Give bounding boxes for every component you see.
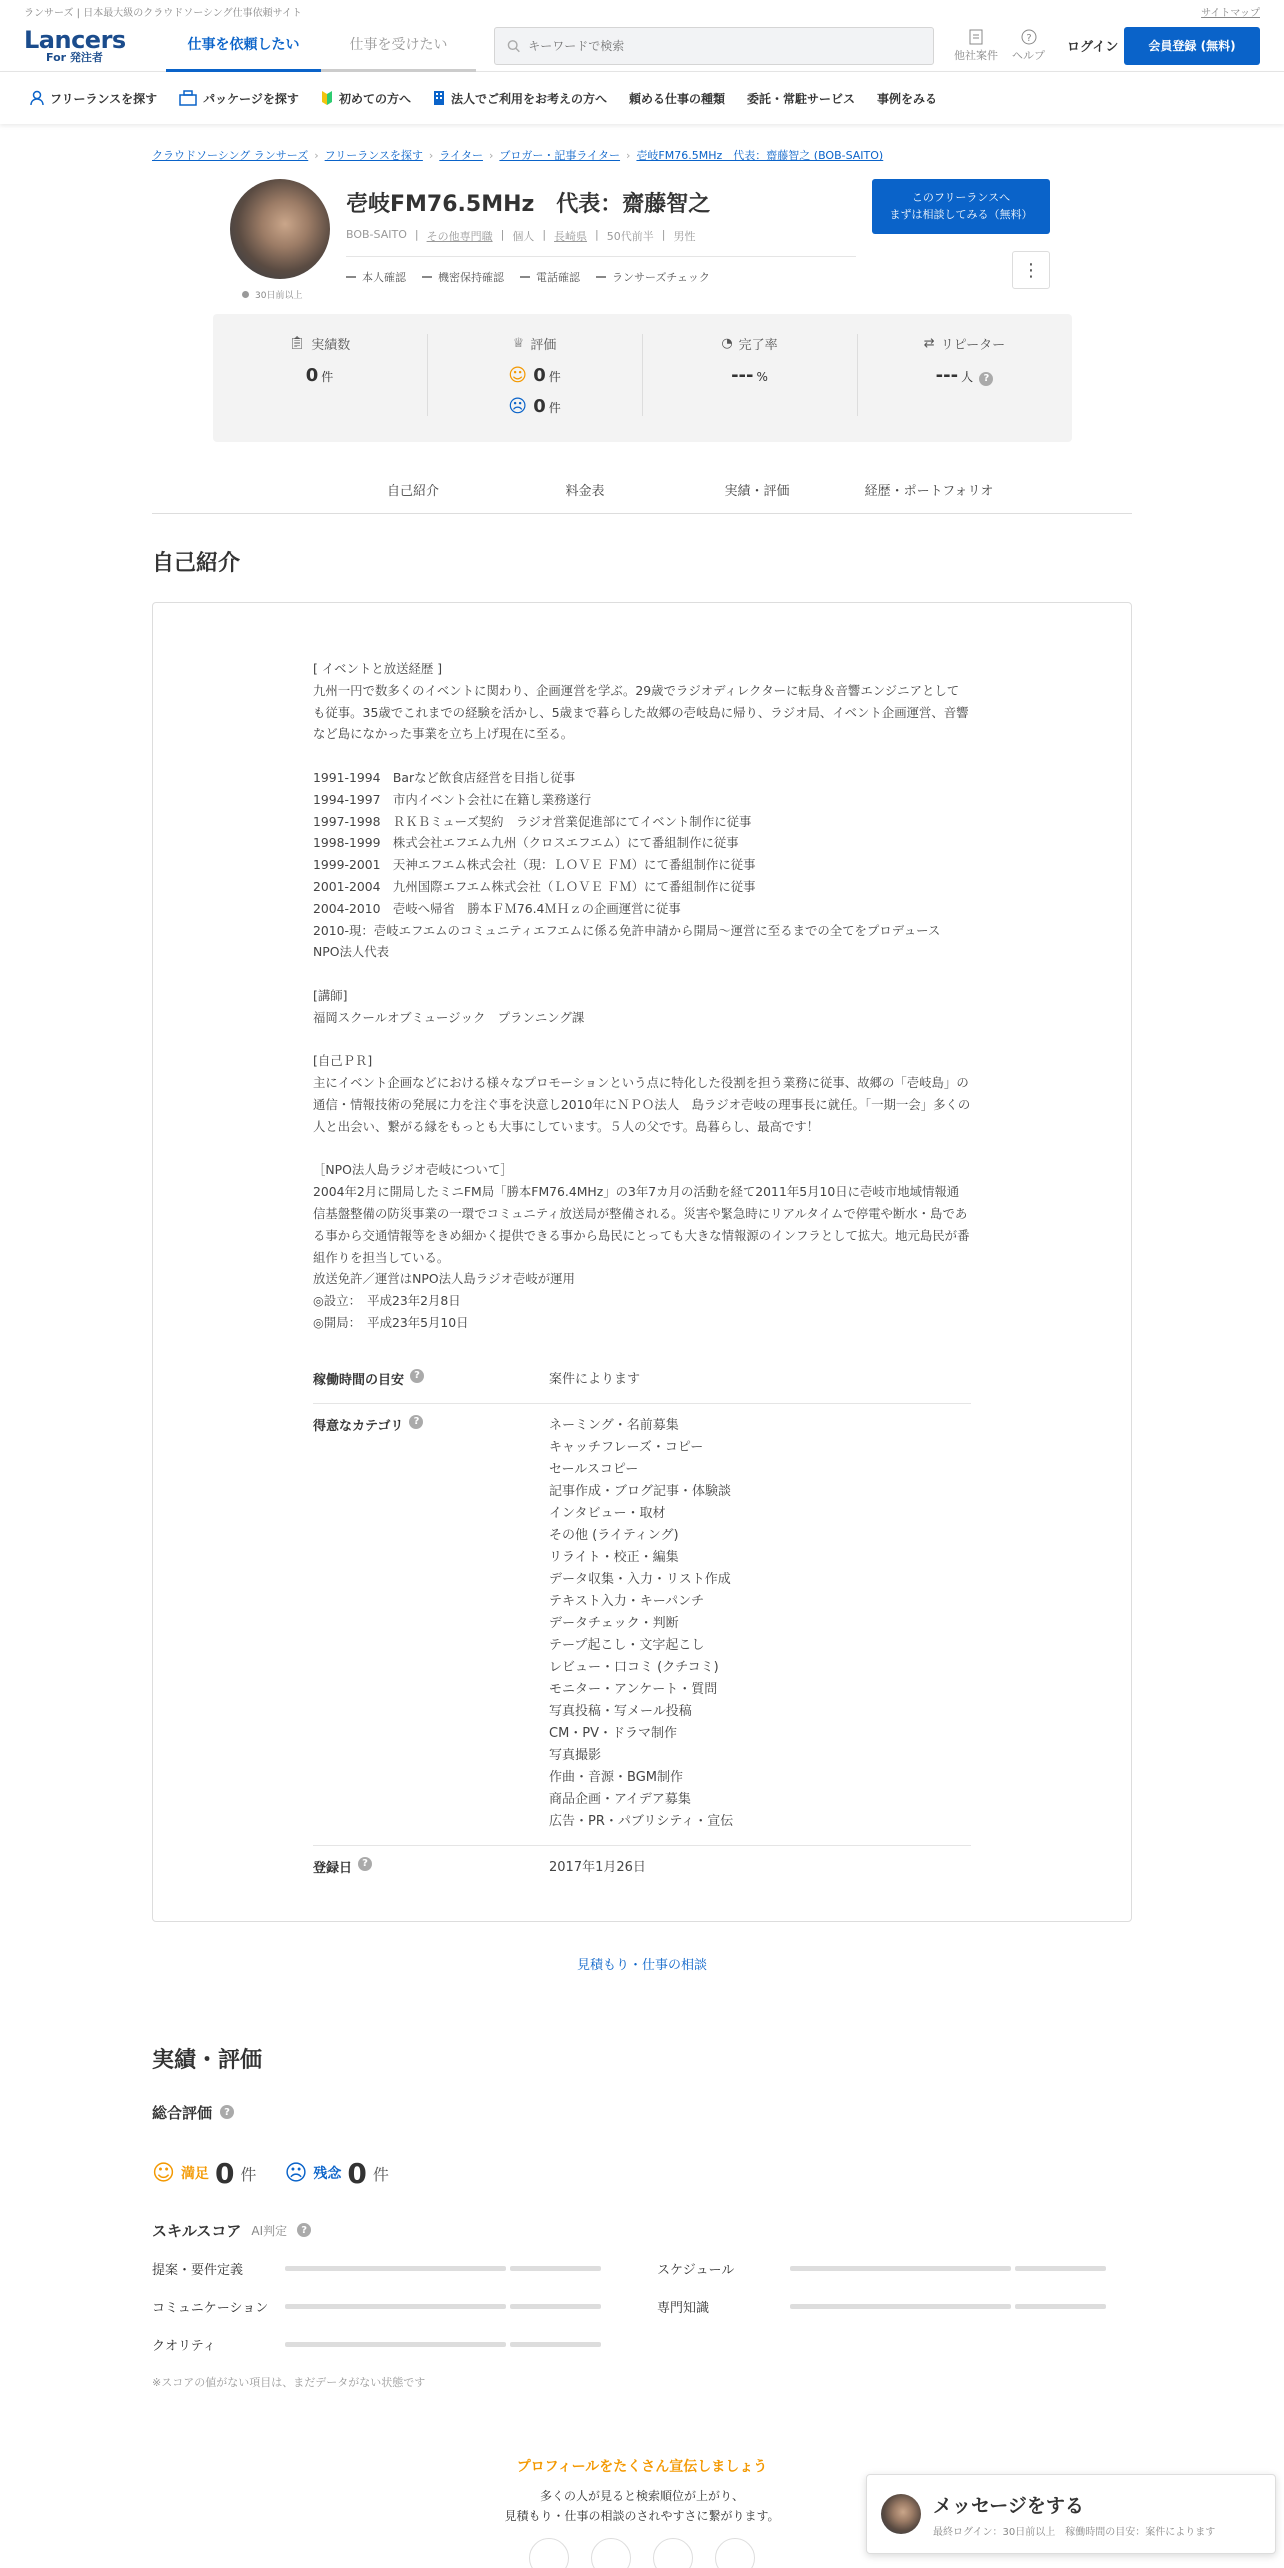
category-row: 得意なカテゴリ ? ネーミング・名前募集 キャッチフレーズ・コピー セールスコピー 記事作成・ブログ記事・体験談 インタビュー・取材 その他 (ライティング) リライト・校正・編集 データ収集・入力・リスト作成 テキスト入力・キーパンチ データチェック・判断 テープ起こし・文字起こし レビュー・口コミ (クチコミ) モニター・アンケート・質問 写真投稿・写メール投稿 CM・PV・ドラマ制作 写真撮影 作曲・音源・BGM制作 商品企画・アイデア募集 広告・PR・パブリシティ・宣伝 [313, 1404, 971, 1846]
score-bar [790, 2304, 1106, 2309]
category-item: キャッチフレーズ・コピー [549, 1439, 704, 1455]
sitemap-link[interactable]: サイトマップ [1201, 8, 1260, 19]
profile-name: 壱岐FM76.5MHz 代表：齋藤智之 [346, 192, 711, 217]
score-bar [285, 2304, 601, 2309]
share-button[interactable] [591, 2538, 631, 2568]
score-bar [285, 2342, 601, 2347]
share-button[interactable] [715, 2538, 755, 2568]
breadcrumb-item[interactable]: ライター [439, 149, 483, 162]
share-button[interactable] [653, 2538, 693, 2568]
score-quality: クオリティ [152, 2335, 657, 2354]
score-note: ※スコアの値がない項目は、まだデータがない状態です [152, 2375, 426, 2389]
help-icon[interactable]: ? [358, 1857, 372, 1871]
logo[interactable]: Lancers For 発注者 [24, 26, 126, 64]
estimate-link[interactable]: 見積もり・仕事の相談 [576, 1957, 707, 1973]
help-icon [1021, 29, 1037, 45]
stat-repeat: ⇄ リピーター --- 人 ? [923, 336, 1006, 386]
repeat-icon: ⇄ [923, 336, 935, 351]
tab-price[interactable]: 料金表 [565, 484, 605, 499]
message-status: 最終ログイン：30日前以上 稼働時間の目安：案件によります [933, 2526, 1216, 2538]
intro-text: [ イベントと放送経歴 ] 九州一円で数多くのイベントに関わり、企画運営を学ぶ。29歳でラジオディレクターに転身＆音響エンジニアとしても従事。35歳でこれまでの経験を活かし、5歳まで暮らした故郷の壱岐島に帰り、ラジオ局、イベント企画運営、音響など島になかった事業を立ち上げ現在に至る。 1991-1994 Barなど飲食店経営を目指し従事 1994-1997 市内イベント会社に在籍し業務遂行 1997-1998 ＲＫＢミューズ契約 ラジオ営業促進部にてイベント制作に従事 1998-1999 株式会社エフエム九州（クロスエフエム）にて番組制作に従事 1999-2001 天神エフエム株式会社（現：ＬＯＶＥ ＦＭ）にて番組制作に従事 2001-2004 九州国際エフエム株式会社（ＬＯＶＥ ＦＭ）にて番組制作に従事 2004-2010 壱岐へ帰省 勝本ＦＭ76.4ＭＨｚの企画運営に従事 2010-現：壱岐エフエムのコミュニティエフエムに係る免許申請から開局～運営に至るまでの全てをプロデュース NPO法人代表 [講師] 福岡スクールオブミュージック プランニング課 [自己ＰＲ] 主にイベント企画などにおける様々なプロモーションという点に特化した役割を担う業務に従事、故郷の「壱岐島」の通信・情報技術の発展に力を注ぐ事を決意し2010年にＮＰＯ法人 島ラジオ壱岐の理事長に就任。「一期一会」多くの人と出会い、繋がる縁をもっとも大事にしています。５人の父です。島暮らし、最高です！ ［NPO法人島ラジオ壱岐について］ 2004年2月に開局したミニFM局「勝本FM76.4MHz」の3年7カ月の活動を経て2011年5月10日に壱岐市地域情報通信基盤整備の防災事業の一環でコミュニティ放送局が整備される。災害や緊急時にリアルタイムで停電や断水・島である事から交通情報等をきめ細かく提供できる事から島民にとっても大きな情報源のインフラとして拡大。地元島民が番組作りを担当している。 放送免許／運営はNPO法人島ラジオ壱岐が運用 ◎設立： 平成23年2月8日 ◎開局： 平成23年5月10日 [313, 661, 971, 1330]
score-bar [285, 2266, 601, 2271]
breadcrumb-item[interactable]: クラウドソーシング ランサーズ [152, 149, 309, 162]
score-proposal: 提案・要件定義 [152, 2259, 657, 2278]
category-item: 写真撮影 [549, 1747, 602, 1763]
intro-box [152, 602, 1132, 1922]
share-button[interactable] [529, 2538, 569, 2568]
nav-find-freelancer[interactable]: フリーランスを探す [30, 90, 157, 107]
nav-corporate[interactable]: 法人でご利用をお考えの方へ [433, 90, 607, 107]
check-phone: 電話確認 [520, 269, 580, 285]
nav-cases[interactable]: 事例をみる [877, 91, 938, 106]
category-item: その他 (ライティング) [549, 1527, 679, 1543]
help-icon[interactable]: ? [410, 1369, 424, 1383]
intro-title: 自己紹介 [152, 551, 241, 576]
login-link[interactable]: ログイン [1067, 40, 1119, 55]
stat-completion: ◔ 完了率 --- % [643, 334, 858, 416]
category-item: モニター・アンケート・質問 [549, 1681, 718, 1697]
search-input[interactable] [528, 39, 921, 53]
nav-job-types[interactable]: 頼める仕事の種類 [628, 91, 725, 106]
evaluation-title: 実績・評価 [152, 2047, 263, 2073]
check-lancers: ランサーズチェック [596, 269, 710, 285]
beginner-icon [321, 90, 333, 106]
profile-tabs [152, 472, 1132, 514]
register-button[interactable]: 会員登録 (無料) [1124, 27, 1260, 65]
category-item: リライト・校正・編集 [549, 1549, 679, 1565]
last-login: 30日前以上 [242, 288, 302, 301]
tab-portfolio[interactable]: 経歴・ポートフォリオ [864, 484, 994, 499]
profile-meta: BOB-SAITO | その他専門職 | 個人 | 長崎県 | 50代前半 | 男性 [346, 228, 856, 257]
sad-icon: ☹ [284, 2160, 308, 2186]
top-strip [0, 0, 1284, 20]
avatar [230, 179, 330, 279]
help-icon[interactable]: ? [979, 372, 993, 386]
score-bar [790, 2266, 1106, 2271]
category-item: 写真投稿・写メール投稿 [549, 1703, 692, 1719]
category-item: レビュー・口コミ (クチコミ) [549, 1659, 719, 1675]
help-link[interactable]: ? ヘルプ [1012, 29, 1045, 63]
category-item: 広告・PR・パブリシティ・宣伝 [549, 1813, 734, 1829]
breadcrumb: クラウドソーシング ランサーズ › フリーランスを探す › ライター › ブロガー・記事ライター › 壱岐FM76.5MHz 代表：齋藤智之 (BOB-SAITO) [152, 148, 884, 162]
promo-heading: プロフィールをたくさん宣伝しましょう [516, 2458, 768, 2475]
tab-intro[interactable]: 自己紹介 [386, 484, 439, 499]
tab-evaluation[interactable]: 実績・評価 [724, 484, 790, 499]
category-item: データチェック・判断 [549, 1615, 679, 1631]
nav-outsourcing[interactable]: 委託・常駐サービス [746, 91, 855, 106]
header [0, 20, 1284, 72]
message-title: メッセージをする [933, 2494, 1084, 2517]
category-item: 商品企画・アイデア募集 [549, 1791, 691, 1807]
category-item: 記事作成・ブログ記事・体験談 [549, 1483, 732, 1499]
smile-icon: ☺ [508, 365, 527, 386]
document-icon [969, 29, 983, 45]
check-nda: 機密保持確認 [422, 269, 504, 285]
overall-rating-title: 総合評価 ? [152, 2102, 1132, 2123]
promo-section: プロフィールをたくさん宣伝しましょう 多くの人が見ると検索順位が上がり、 見積もり・仕事の相談のされやすさに繋がります。 [152, 2456, 1132, 2568]
kebab-icon: ⋮ [1022, 259, 1040, 281]
nav-beginners[interactable]: 初めての方へ [321, 90, 411, 107]
help-icon[interactable]: ? [220, 2105, 234, 2119]
category-link[interactable]: その他専門職 [426, 230, 493, 243]
tab-request-work[interactable]: 仕事を依頼したい [166, 20, 321, 72]
status-dot-icon [242, 291, 249, 298]
stats-panel [213, 314, 1072, 442]
category-item: テープ起こし・文字起こし [549, 1637, 705, 1653]
consult-button[interactable]: このフリーランスへ まずは相談してみる（無料） [872, 179, 1050, 234]
satisfied-count: ☺ 満足 0 件 [152, 2156, 257, 2190]
breadcrumb-item[interactable]: フリーランスを探す [324, 149, 423, 162]
tab-receive-work[interactable]: 仕事を受けたい [321, 20, 476, 72]
help-icon[interactable]: ? [297, 2223, 311, 2237]
building-icon [433, 90, 445, 106]
category-list [549, 1415, 733, 1833]
profile-header [152, 179, 1132, 314]
score-expertise: 専門知識 [657, 2297, 1132, 2316]
other-jobs-link[interactable]: 他社案件 [954, 29, 998, 63]
help-icon[interactable]: ? [409, 1415, 423, 1429]
category-item: CM・PV・ドラマ制作 [549, 1725, 678, 1741]
breadcrumb-item[interactable]: 壱岐FM76.5MHz 代表：齋藤智之 (BOB-SAITO) [636, 149, 884, 162]
breadcrumb-item[interactable]: ブロガー・記事ライター [499, 149, 621, 162]
main-nav [0, 72, 1284, 124]
tagline: ランサーズ | 日本最大級のクラウドソーシング仕事依頼サイト [24, 8, 302, 19]
score-communication: コミュニケーション [152, 2297, 657, 2316]
disappointed-count: ☹ 残念 0 件 [284, 2156, 389, 2190]
verification-checks [346, 269, 856, 285]
check-identity: 本人確認 [346, 269, 406, 285]
category-item: データ収集・入力・リスト作成 [549, 1571, 731, 1587]
message-widget[interactable] [866, 2474, 1276, 2554]
nav-packages[interactable]: パッケージを探す [179, 90, 299, 107]
clipboard-icon: 📋︎ [288, 336, 306, 351]
pref-link[interactable]: 長崎県 [554, 230, 588, 243]
skill-scores [152, 2259, 1132, 2354]
registered-row: 登録日 ? 2017年1月26日 [313, 1858, 646, 1876]
skill-score-title: スキルスコア AI判定 ? [152, 2220, 1132, 2241]
satisfaction-summary [152, 2157, 1132, 2190]
svg-text:?: ? [1025, 32, 1032, 44]
search-box [494, 27, 934, 65]
person-icon [30, 90, 44, 106]
stat-rating: ♕ 評価 ☺ 0 件 ☹ 0 件 [428, 334, 643, 416]
smile-icon: ☺ [152, 2160, 175, 2186]
package-icon [179, 90, 197, 106]
category-item: テキスト入力・キーパンチ [549, 1593, 705, 1609]
more-menu-button[interactable] [1012, 251, 1050, 289]
score-schedule: スケジュール [657, 2259, 1132, 2278]
category-item: インタビュー・取材 [549, 1505, 666, 1521]
avatar [881, 2494, 921, 2534]
category-item: 作曲・音源・BGM制作 [549, 1769, 683, 1785]
search-icon [507, 39, 520, 53]
pie-icon: ◔ [721, 336, 733, 351]
sad-icon: ☹ [508, 396, 527, 417]
category-item: ネーミング・名前募集 [549, 1417, 679, 1433]
stat-jobs: 📋︎ 実績数 0 件 [213, 334, 428, 416]
work-hours-row: 稼働時間の目安 ? 案件によります [313, 1358, 971, 1404]
crown-icon: ♕ [512, 336, 525, 351]
category-item: セールスコピー [549, 1461, 639, 1477]
